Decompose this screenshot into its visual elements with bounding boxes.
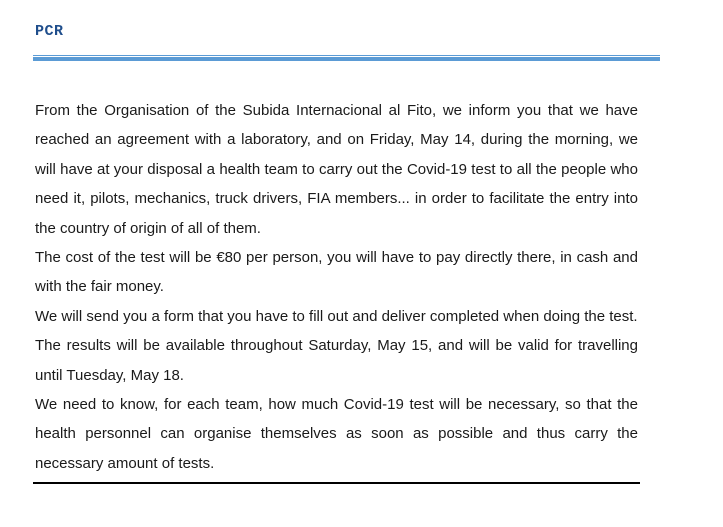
footer-divider <box>33 482 640 484</box>
heading-divider-thick <box>33 57 660 61</box>
heading-divider-thin <box>33 55 660 56</box>
section-heading: PCR <box>35 23 64 40</box>
document-body <box>35 96 638 478</box>
paragraph-intro: From the Organisation of the Subida Internacional al Fito, we inform you that we have reached an agreement with a laboratory, and on Friday, May 14, during the morning, we will have at your disposal a health team to carry out the Covid-19 test to all the people who need it, pilots, mechanics, truck drivers, FIA members... in order to facilitate the entry into the country of origin of all of them. <box>35 102 638 237</box>
paragraph-results: The results will be available throughout Saturday, May 15, and will be valid for travelling until Tuesday, May 18. <box>35 337 638 384</box>
paragraph-cost: The cost of the test will be €80 per person, you will have to pay directly there, in cash and with the fair money. <box>35 249 638 296</box>
heading-divider <box>33 55 660 62</box>
paragraph-team-request: We need to know, for each team, how much Covid-19 test will be necessary, so that the health personnel can organise themselves as soon as possible and thus carry the necessary amount of tests. <box>35 396 638 472</box>
paragraph-form: We will send you a form that you have to fill out and deliver completed when doing the test. <box>35 307 638 325</box>
